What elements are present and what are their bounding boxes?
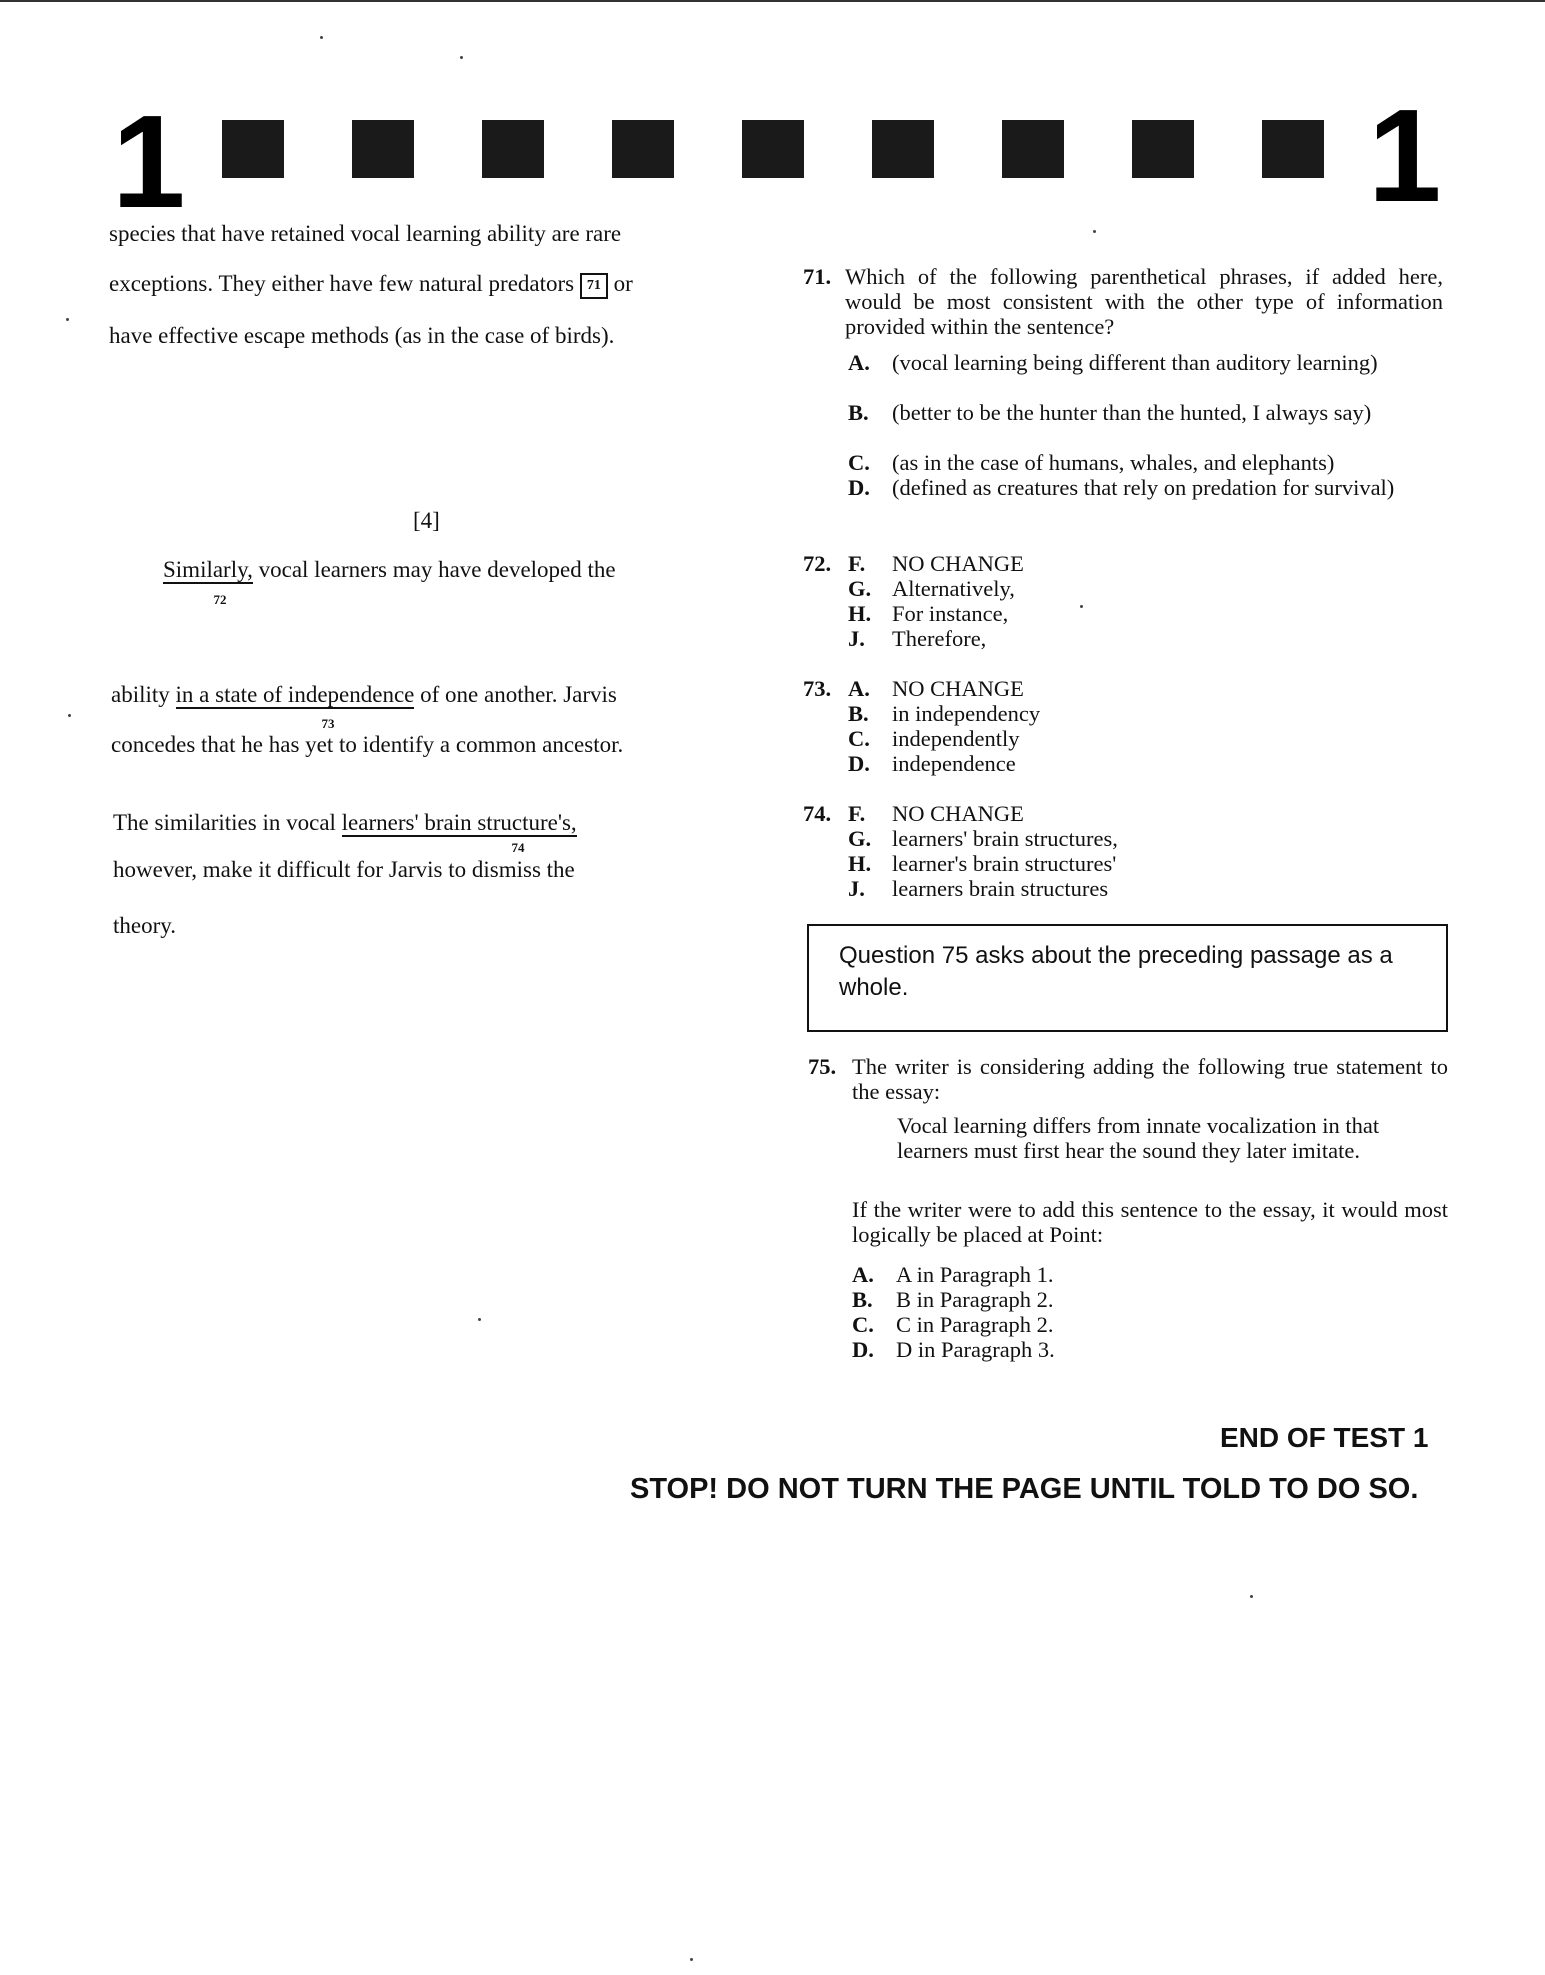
section-number-right: 1 [1368,82,1442,229]
passage-text: The similarities in vocal [113,810,342,835]
stop-instruction: STOP! DO NOT TURN THE PAGE UNTIL TOLD TO DO SO. [630,1473,1419,1505]
header-block [482,120,544,178]
option-text: learners' brain structures, [892,826,1118,851]
passage-line [163,558,616,581]
option-text: Alternatively, [892,576,1015,601]
option-letter: B. [848,701,869,726]
scan-speck [320,36,323,39]
scan-top-edge [0,0,1545,2]
header-block [742,120,804,178]
scan-speck [1080,605,1083,608]
question-number: 73. [803,676,832,701]
option-text: A in Paragraph 1. [896,1262,1054,1287]
header-block [1262,120,1324,178]
option-letter: C. [852,1312,874,1337]
underlined-74[interactable]: learners' brain structure's, [341,810,577,835]
option-text: in independency [892,701,1041,726]
passage-text: vocal learners may have developed the [252,557,616,582]
note-box [807,924,1448,1032]
option-text: (as in the case of humans, whales, and elephants) [892,450,1335,475]
option-text: C in Paragraph 2. [896,1312,1054,1337]
header-block [222,120,284,178]
passage-line: species that have retained vocal learning ability are rare [109,221,622,246]
passage-text: ability [111,682,176,707]
paragraph-marker: [4] [413,508,440,533]
option-letter: F. [848,551,866,576]
question-number: 72. [803,551,832,576]
passage-line: concedes that he has yet to identify a common ancestor. [111,732,624,757]
option-text: (vocal learning being different than auditory learning) [892,350,1378,375]
scan-speck [460,56,463,59]
question-74-label: 74 [511,840,525,855]
passage-line: theory. [113,913,177,938]
passage-line [109,272,633,299]
question-71-box[interactable]: 71 [580,273,608,299]
option-text: For instance, [892,601,1009,626]
option-text: learners brain structures [892,876,1109,901]
option-letter: H. [848,601,872,626]
option-text: D in Paragraph 3. [896,1337,1055,1362]
question-stem: The writer is considering adding the following true statement to the essay: [852,1054,1448,1104]
question-73-label: 73 [321,716,335,731]
option-text: (better to be the hunter than the hunted, I always say) [892,400,1372,425]
underlined-72[interactable]: Similarly, [163,557,253,582]
question-71 [803,264,1443,340]
passage-text: exceptions. They either have few natural predators [109,271,575,296]
question-number: 74. [803,801,832,826]
scan-speck [66,318,69,321]
section-number-left: 1 [112,88,186,235]
passage-line: however, make it difficult for Jarvis to dismiss the [113,857,575,882]
option-text: learner's brain structures' [892,851,1117,876]
option-letter: H. [848,851,872,876]
header-block [612,120,674,178]
option-text: (defined as creatures that rely on predation for survival) [892,475,1395,500]
underlined-73[interactable]: in a state of independence [175,682,415,707]
note-text: Question 75 asks about the preceding passage as a whole. [839,942,1393,1001]
passage-text: or [613,271,633,296]
option-letter: F. [848,801,866,826]
scan-speck [1093,230,1096,233]
option-letter: A. [848,350,870,375]
option-letter: C. [848,726,870,751]
option-letter: A. [852,1262,874,1287]
header-block [1132,120,1194,178]
scan-speck [690,1958,693,1961]
option-letter: A. [848,676,870,701]
option-letter: D. [852,1337,874,1362]
question-stem: Which of the following parenthetical phrases, if added here, would be most consistent with the other type of information provided within the sentence? [845,264,1443,339]
option-letter: D. [848,475,870,500]
question-number: 75. [808,1054,837,1079]
end-of-test-heading: END OF TEST 1 [1220,1422,1429,1453]
option-text: Therefore, [892,626,987,651]
passage-line [111,683,617,706]
question-75 [808,1054,1448,1104]
option-letter: J. [848,876,865,901]
option-text: NO CHANGE [892,676,1024,701]
option-text: B in Paragraph 2. [896,1287,1054,1312]
question-72-label: 72 [213,592,227,607]
header-block [872,120,934,178]
option-letter: D. [848,751,870,776]
option-letter: G. [848,826,872,851]
scan-speck [478,1318,481,1321]
scan-speck [68,714,71,717]
option-text: NO CHANGE [892,551,1024,576]
question-number: 71. [803,264,832,289]
passage-line [113,811,577,834]
header-block [352,120,414,178]
scan-speck [1250,1595,1253,1598]
option-text: independently [892,726,1020,751]
option-letter: B. [852,1287,873,1312]
option-text: NO CHANGE [892,801,1024,826]
question-75-quote: Vocal learning differs from innate vocalization in that learners must first hear the sound they later imitate. [897,1113,1380,1163]
question-75-followup: If the writer were to add this sentence to the essay, it would most logically be placed at Point: [852,1197,1448,1247]
option-letter: B. [848,400,869,425]
passage-line: have effective escape methods (as in the case of birds). [109,323,615,348]
option-letter: C. [848,450,870,475]
option-letter: J. [848,626,865,651]
passage-text: of one another. Jarvis [414,682,617,707]
option-letter: G. [848,576,872,601]
header-block [1002,120,1064,178]
option-text: independence [892,751,1016,776]
